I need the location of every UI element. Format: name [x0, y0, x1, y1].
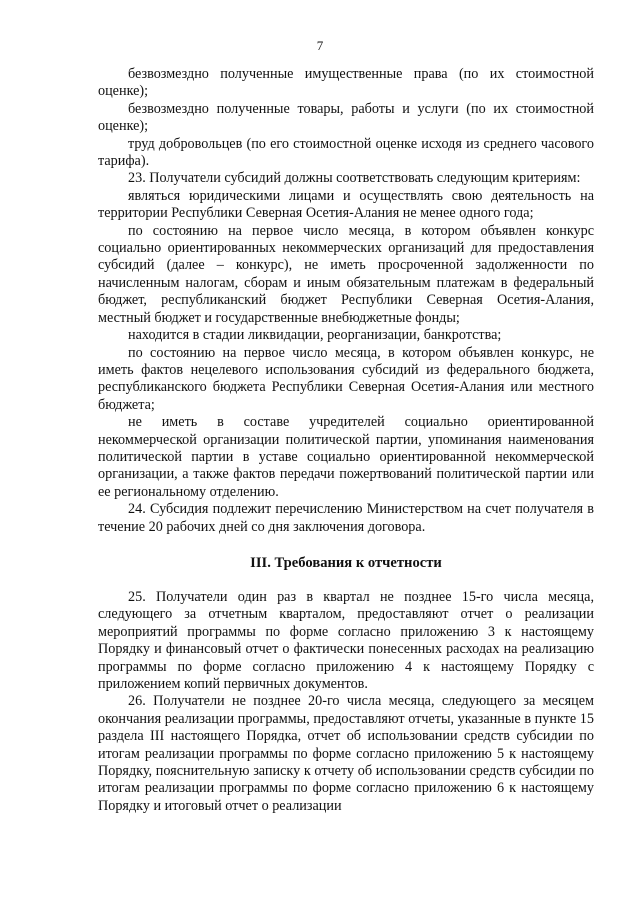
- paragraph: не иметь в составе учредителей социально ориентированной некоммерческой организации политической партии, упоминания наименования политической партии в уставе социально ориентированной некоммерческой организации, а также фактов передачи пожертвований политической партии или ее региональному отделению.: [98, 414, 594, 500]
- paragraph: 25. Получатели один раз в квартал не позднее 15-го числа месяца, следующего за отчетным кварталом, предоставляют отчет о реализации мероприятий программы по форме согласно приложению 3 к настоящему Порядку и финансовый отчет о фактически понесенных расходах на реализацию программы по форме согласно приложению 4 к настоящему Порядку с приложением копий первичных документов.: [98, 588, 594, 692]
- paragraph: 23. Получатели субсидий должны соответствовать следующим критериям:: [128, 170, 581, 187]
- section-heading: III. Требования к отчетности: [250, 554, 442, 571]
- paragraph: являться юридическими лицами и осуществлять свою деятельность на территории Республики Северная Осетия-Алания не менее одного года;: [98, 187, 594, 222]
- paragraph: по состоянию на первое число месяца, в котором объявлен конкурс, не иметь фактов нецелевого использования субсидий из федерального бюджета, республиканского бюджета Республики Северная Осетия-Алания или местного бюджета;: [98, 344, 594, 413]
- paragraph: находится в стадии ликвидации, реорганизации, банкротства;: [128, 327, 502, 344]
- paragraph: 26. Получатели не позднее 20-го числа месяца, следующего за месяцем окончания реализации программы, предоставляют отчеты, указанные в пункте 15 раздела III настоящего Порядка, отчет об использовании средств субсидии по итогам реализации программы по форме согласно приложению 5 к настоящему Порядку, пояснительную записку к отчету об использовании средств субсидии по итогам реализации программы по форме согласно приложению 6 к настоящему Порядку и итоговый отчет о реализации: [98, 693, 594, 814]
- paragraph: безвозмездно полученные имущественные права (по их стоимостной оценке);: [98, 66, 594, 100]
- paragraph: безвозмездно полученные товары, работы и услуги (по их стоимостной оценке);: [98, 100, 594, 135]
- document-body: [98, 66, 594, 815]
- paragraph: труд добровольцев (по его стоимостной оценке исходя из среднего часового тарифа).: [98, 135, 594, 170]
- paragraph: 24. Субсидия подлежит перечислению Министерством на счет получателя в течение 20 рабочих дней со дня заключения договора.: [98, 501, 594, 535]
- page-number: 7: [316, 38, 324, 53]
- paragraph: по состоянию на первое число месяца, в котором объявлен конкурс социально ориентированных некоммерческих организаций для предоставления субсидий (далее – конкурс), не иметь просроченной задолженности по начисленным налогам, сборам и иным обязательным платежам в федеральный бюджет, республиканский бюджет Республики Северная Осетия-Алания, местный бюджет и государственные внебюджетные фонды;: [98, 222, 594, 326]
